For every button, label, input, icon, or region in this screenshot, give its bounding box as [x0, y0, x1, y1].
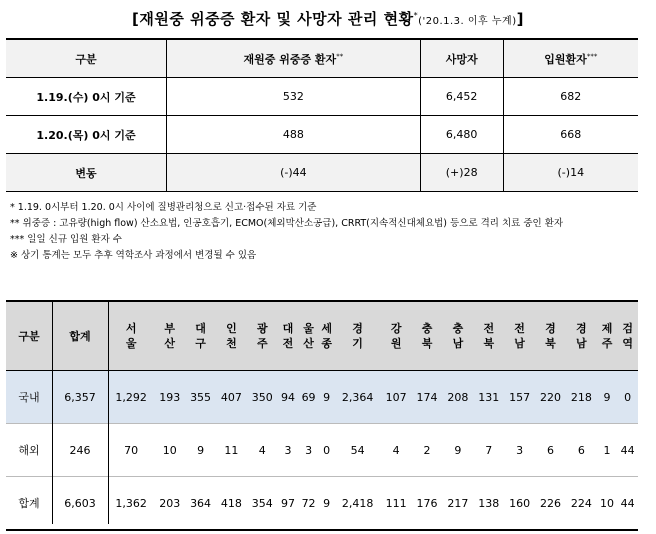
region-header: 전 남 — [504, 301, 535, 371]
footnote: * 1.19. 0시부터 1.20. 0시 사이에 질병관리청으로 신고·접수된 자료 기준 — [10, 202, 317, 213]
title-sub: ('20.1.3. 이후 누계) — [418, 16, 517, 27]
title-sup: * — [413, 11, 419, 20]
table-cell: 354 — [247, 477, 278, 531]
region-header: 전 북 — [473, 301, 504, 371]
summary-header: 사망자 — [420, 39, 503, 78]
title-close: ] — [516, 10, 524, 28]
table-cell: 2,418 — [334, 477, 380, 531]
table-row — [6, 477, 638, 531]
summary-table — [6, 38, 638, 192]
table-cell: 107 — [381, 371, 412, 424]
table-cell: 157 — [504, 371, 535, 424]
table-cell: 131 — [473, 371, 504, 424]
table-cell: 218 — [566, 371, 597, 424]
region-header: 서 울 — [108, 301, 154, 371]
table-cell: 174 — [412, 371, 443, 424]
table-cell: 4 — [247, 424, 278, 477]
region-header: 광 주 — [247, 301, 278, 371]
table-cell: 1,362 — [108, 477, 154, 531]
table-cell: 217 — [442, 477, 473, 531]
table-cell: 2 — [412, 424, 443, 477]
table-cell: 208 — [442, 371, 473, 424]
row-label: 합계 — [6, 477, 52, 531]
table-cell: 3 — [504, 424, 535, 477]
table-cell: 355 — [185, 371, 216, 424]
row-label: 1.20.(목) 0시 기준 — [6, 116, 167, 154]
table-cell: 418 — [216, 477, 247, 531]
table-cell: 97 — [278, 477, 299, 531]
table-cell: 682 — [503, 78, 638, 116]
table-row — [6, 371, 638, 424]
table-cell: 9 — [185, 424, 216, 477]
table-cell: 1,292 — [108, 371, 154, 424]
row-total: 6,357 — [52, 371, 108, 424]
report-title — [0, 8, 656, 29]
table-cell: 220 — [535, 371, 566, 424]
region-header: 대 전 — [278, 301, 299, 371]
regional-header-row — [6, 301, 638, 371]
table-cell: 226 — [535, 477, 566, 531]
row-label: 1.19.(수) 0시 기준 — [6, 78, 167, 116]
table-cell: 488 — [167, 116, 421, 154]
table-cell: 0 — [319, 424, 335, 477]
row-total: 246 — [52, 424, 108, 477]
region-header: 부 산 — [154, 301, 185, 371]
table-cell: 160 — [504, 477, 535, 531]
table-cell: 111 — [381, 477, 412, 531]
table-cell: 9 — [597, 371, 618, 424]
table-cell: (+)28 — [420, 154, 503, 192]
summary-row — [6, 154, 638, 192]
table-cell: 10 — [154, 424, 185, 477]
table-cell: 44 — [617, 424, 638, 477]
region-header: 경 북 — [535, 301, 566, 371]
row-label: 국내 — [6, 371, 52, 424]
summary-header: 구분 — [6, 39, 167, 78]
table-cell: 6,480 — [420, 116, 503, 154]
table-cell: (-)14 — [503, 154, 638, 192]
summary-header-row — [6, 39, 638, 78]
region-header: 경 남 — [566, 301, 597, 371]
table-cell: 69 — [298, 371, 319, 424]
table-cell: 1 — [597, 424, 618, 477]
region-header: 검 역 — [617, 301, 638, 371]
footnote: ** 위중증 : 고유량(high flow) 산소요법, 인공호흡기, ECMO(체외막산소공급), CRRT(지속적신대체요법) 등으로 격리 치료 중인 환자 — [10, 218, 564, 229]
footnotes — [10, 200, 563, 264]
region-header: 충 북 — [412, 301, 443, 371]
table-cell: 44 — [617, 477, 638, 531]
region-header: 경 기 — [334, 301, 380, 371]
table-cell: (-)44 — [167, 154, 421, 192]
footnote: *** 일일 신규 입원 환자 수 — [10, 234, 122, 245]
row-total: 6,603 — [52, 477, 108, 531]
table-cell: 9 — [442, 424, 473, 477]
table-cell: 364 — [185, 477, 216, 531]
table-cell: 0 — [617, 371, 638, 424]
table-cell: 94 — [278, 371, 299, 424]
row-label: 변동 — [6, 154, 167, 192]
row-label: 해외 — [6, 424, 52, 477]
table-cell: 72 — [298, 477, 319, 531]
table-cell: 6,452 — [420, 78, 503, 116]
table-cell: 224 — [566, 477, 597, 531]
title-main: [재원중 위중증 환자 및 사망자 관리 현황 — [132, 10, 414, 28]
summary-row — [6, 116, 638, 154]
regional-table — [6, 300, 638, 531]
regional-header: 구분 — [6, 301, 52, 371]
column-divider — [108, 300, 109, 524]
table-cell: 176 — [412, 477, 443, 531]
table-cell: 350 — [247, 371, 278, 424]
table-cell: 203 — [154, 477, 185, 531]
table-cell: 70 — [108, 424, 154, 477]
table-cell: 6 — [566, 424, 597, 477]
column-divider — [52, 300, 53, 524]
table-cell: 11 — [216, 424, 247, 477]
summary-header: 입원환자*** — [503, 39, 638, 78]
region-header: 대 구 — [185, 301, 216, 371]
region-header: 세 종 — [319, 301, 335, 371]
region-header: 인 천 — [216, 301, 247, 371]
table-cell: 4 — [381, 424, 412, 477]
table-row — [6, 424, 638, 477]
summary-header: 재원중 위중증 환자** — [167, 39, 421, 78]
table-cell: 6 — [535, 424, 566, 477]
region-header: 강 원 — [381, 301, 412, 371]
region-header: 충 남 — [442, 301, 473, 371]
table-cell: 138 — [473, 477, 504, 531]
table-cell: 3 — [298, 424, 319, 477]
region-header: 제 주 — [597, 301, 618, 371]
table-cell: 532 — [167, 78, 421, 116]
table-cell: 3 — [278, 424, 299, 477]
table-cell: 10 — [597, 477, 618, 531]
table-cell: 9 — [319, 371, 335, 424]
summary-row — [6, 78, 638, 116]
table-cell: 407 — [216, 371, 247, 424]
table-cell: 7 — [473, 424, 504, 477]
table-cell: 54 — [334, 424, 380, 477]
table-cell: 2,364 — [334, 371, 380, 424]
region-header: 울 산 — [298, 301, 319, 371]
table-cell: 193 — [154, 371, 185, 424]
footnote: ※ 상기 통계는 모두 추후 역학조사 과정에서 변경될 수 있음 — [10, 250, 257, 261]
regional-header: 합계 — [52, 301, 108, 371]
table-cell: 9 — [319, 477, 335, 531]
table-cell: 668 — [503, 116, 638, 154]
